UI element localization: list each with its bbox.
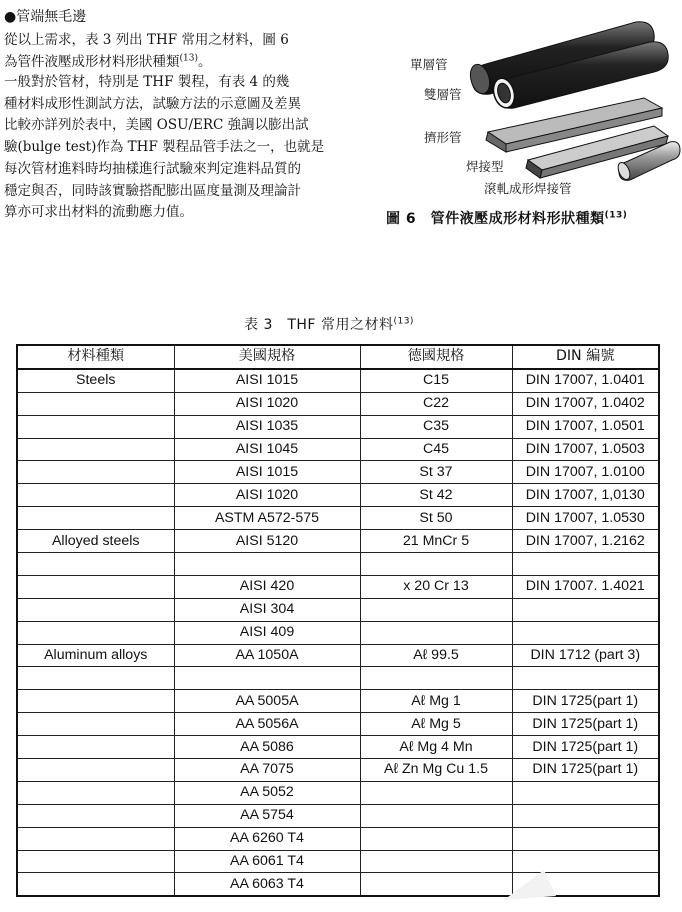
cell-material-type: [17, 804, 174, 827]
table-row: [17, 369, 659, 392]
cell-german-spec: Aℓ Mg 4 Mn: [360, 736, 512, 759]
cell-german-spec: C15: [360, 369, 512, 392]
figure-caption: [386, 208, 627, 228]
cell-us-spec: AISI 1035: [174, 415, 360, 438]
figure-caption-text: 圖 6 管件液壓成形材料形狀種類: [386, 211, 605, 227]
label-single-layer: 單層管: [410, 57, 448, 72]
cell-german-spec: [360, 598, 512, 621]
cell-material-type: [17, 507, 174, 530]
cell-din-number: DIN 17007, 1.0401: [512, 369, 659, 392]
cell-din-number: DIN 17007, 1,0130: [512, 484, 659, 507]
table-row: [17, 736, 659, 759]
cell-us-spec: AA 6061 T4: [174, 850, 360, 873]
cell-material-type: [17, 827, 174, 850]
cell-us-spec: AA 1050A: [174, 644, 360, 667]
paragraph-1-line: 從以上需求，表 3 列出 THF 常用之材料，圖 6: [4, 32, 289, 48]
cell-material-type: [17, 759, 174, 782]
cell-material-type: [17, 415, 174, 438]
cell-german-spec: [360, 804, 512, 827]
cell-german-spec: St 50: [360, 507, 512, 530]
cell-din-number: DIN 17007, 1.0100: [512, 461, 659, 484]
table-row: [17, 781, 659, 804]
citation-ref: (13): [179, 53, 198, 64]
cell-german-spec: 21 MnCr 5: [360, 530, 512, 553]
cell-material-type: [17, 690, 174, 713]
cell-material-type: [17, 621, 174, 644]
cell-din-number: DIN 17007, 1.2162: [512, 530, 659, 553]
cell-din-number: DIN 1725(part 1): [512, 690, 659, 713]
cell-material-type: [17, 736, 174, 759]
materials-table: [16, 344, 660, 897]
cell-us-spec: AISI 1015: [174, 369, 360, 392]
paragraph-1: [4, 30, 326, 73]
header-material-type: 材料種類: [17, 345, 174, 369]
cell-material-type: [17, 713, 174, 736]
cell-material-type: [17, 873, 174, 896]
table-row: [17, 415, 659, 438]
table-row: [17, 484, 659, 507]
cell-german-spec: [360, 621, 512, 644]
cell-german-spec: [360, 850, 512, 873]
cell-us-spec: AISI 409: [174, 621, 360, 644]
cell-us-spec: AISI 5120: [174, 530, 360, 553]
cell-german-spec: Aℓ Mg 5: [360, 713, 512, 736]
cell-german-spec: C45: [360, 438, 512, 461]
cell-german-spec: [360, 827, 512, 850]
cell-material-type: Aluminum alloys: [17, 644, 174, 667]
paragraph-2-line: 一般對於管材，特別是 THF 製程，有表 4 的幾: [4, 74, 290, 90]
cell-din-number: [512, 553, 659, 576]
paragraph-2-line: 種材料成形性測試方法，試驗方法的示意圖及差異: [4, 95, 301, 112]
table-row: [17, 530, 659, 553]
cell-us-spec: AA 5052: [174, 781, 360, 804]
cell-material-type: [17, 598, 174, 621]
cell-us-spec: AISI 1020: [174, 392, 360, 415]
table-row: [17, 438, 659, 461]
cell-german-spec: C22: [360, 392, 512, 415]
cell-material-type: [17, 553, 174, 576]
cell-material-type: [17, 484, 174, 507]
table-row: [17, 690, 659, 713]
paragraph-2-line: 驗(bulge test)作為 THF 製程品管手法之一，也就是: [4, 139, 325, 156]
cell-material-type: [17, 575, 174, 598]
cell-german-spec: [360, 873, 512, 896]
table-row: [17, 713, 659, 736]
table-row: [17, 667, 659, 690]
cell-material-type: [17, 461, 174, 484]
cell-us-spec: [174, 667, 360, 690]
table-header-row: [17, 345, 659, 369]
cell-material-type: [17, 667, 174, 690]
table-row: [17, 759, 659, 782]
cell-german-spec: St 37: [360, 461, 512, 484]
cell-material-type: [17, 392, 174, 415]
cell-us-spec: [174, 553, 360, 576]
cell-din-number: DIN 17007, 1.0503: [512, 438, 659, 461]
cell-us-spec: AA 5754: [174, 804, 360, 827]
scan-artifact: [500, 866, 560, 906]
cell-us-spec: AISI 304: [174, 598, 360, 621]
cell-din-number: DIN 17007, 1.0402: [512, 392, 659, 415]
cell-din-number: DIN 17007, 1.0501: [512, 415, 659, 438]
cell-din-number: [512, 598, 659, 621]
table-row: [17, 804, 659, 827]
table-title-ref: (13): [393, 316, 414, 327]
cell-german-spec: [360, 553, 512, 576]
cell-us-spec: AISI 420: [174, 575, 360, 598]
table-row: [17, 507, 659, 530]
table-row: [17, 598, 659, 621]
cell-din-number: DIN 1725(part 1): [512, 713, 659, 736]
cell-us-spec: ASTM A572-575: [174, 507, 360, 530]
table-row: [17, 392, 659, 415]
cell-material-type: Alloyed steels: [17, 530, 174, 553]
cell-din-number: [512, 804, 659, 827]
cell-din-number: [512, 621, 659, 644]
section-heading: ●管端無毛邊: [4, 9, 87, 25]
table-title: [244, 314, 414, 334]
cell-din-number: DIN 17007, 1.0530: [512, 507, 659, 530]
table-row: [17, 873, 659, 896]
table-row: [17, 827, 659, 850]
cell-material-type: Steels: [17, 369, 174, 392]
paragraph-2-line: 穩定與否，同時該實驗搭配膨出區度量測及理論計: [4, 182, 301, 199]
cell-material-type: [17, 781, 174, 804]
tube-shapes-illustration: [400, 12, 682, 202]
cell-us-spec: AA 6260 T4: [174, 827, 360, 850]
cell-din-number: [512, 781, 659, 804]
cell-german-spec: Aℓ Mg 1: [360, 690, 512, 713]
paragraph-2: [4, 72, 326, 224]
paragraph-1-line-with-ref: [4, 52, 326, 74]
table-row: [17, 850, 659, 873]
cell-din-number: DIN 1725(part 1): [512, 759, 659, 782]
paragraph-1-end: 。: [197, 53, 212, 70]
label-double-layer: 雙層管: [424, 87, 462, 102]
cell-german-spec: x 20 Cr 13: [360, 575, 512, 598]
header-german-spec: 德國規格: [360, 345, 512, 369]
cell-german-spec: St 42: [360, 484, 512, 507]
label-extruded: 擠形管: [424, 130, 462, 145]
table-row: [17, 553, 659, 576]
cell-german-spec: [360, 781, 512, 804]
cell-us-spec: AISI 1045: [174, 438, 360, 461]
table-row: [17, 621, 659, 644]
table-body: [17, 369, 659, 896]
cell-german-spec: Aℓ Zn Mg Cu 1.5: [360, 759, 512, 782]
paragraph-1-line-text: 為管件液壓成形材料形狀種類: [4, 53, 180, 70]
cell-din-number: [512, 827, 659, 850]
tube-shapes-figure: [400, 12, 682, 202]
cell-material-type: [17, 850, 174, 873]
cell-us-spec: AA 5056A: [174, 713, 360, 736]
cell-din-number: DIN 1712 (part 3): [512, 644, 659, 667]
cell-us-spec: AA 5005A: [174, 690, 360, 713]
cell-us-spec: AA 7075: [174, 759, 360, 782]
cell-german-spec: C35: [360, 415, 512, 438]
cell-us-spec: AISI 1020: [174, 484, 360, 507]
table-row: [17, 575, 659, 598]
table-row: [17, 461, 659, 484]
label-welded: 焊接型: [466, 159, 504, 174]
header-us-spec: 美國規格: [174, 345, 360, 369]
cell-din-number: DIN 1725(part 1): [512, 736, 659, 759]
cell-din-number: DIN 17007. 1.4021: [512, 575, 659, 598]
cell-material-type: [17, 438, 174, 461]
cell-german-spec: [360, 667, 512, 690]
figure-caption-ref: (13): [604, 210, 628, 221]
paragraph-2-line: 每次管材進料時均抽樣進行試驗來判定進料品質的: [4, 160, 301, 177]
label-roll-formed: 滾軋成形焊接管: [484, 181, 572, 196]
cell-us-spec: AISI 1015: [174, 461, 360, 484]
table-title-text: 表 3 THF 常用之材料: [244, 317, 394, 333]
cell-german-spec: Aℓ 99.5: [360, 644, 512, 667]
paragraph-2-line: 比較亦詳列於表中，美國 OSU/ERC 強調以膨出試: [4, 117, 309, 134]
cell-din-number: [512, 667, 659, 690]
cell-us-spec: AA 5086: [174, 736, 360, 759]
cell-us-spec: AA 6063 T4: [174, 873, 360, 896]
paragraph-2-line: 算亦可求出材料的流動應力值。: [4, 204, 193, 221]
header-din-number: DIN 編號: [512, 345, 659, 369]
table-row: [17, 644, 659, 667]
